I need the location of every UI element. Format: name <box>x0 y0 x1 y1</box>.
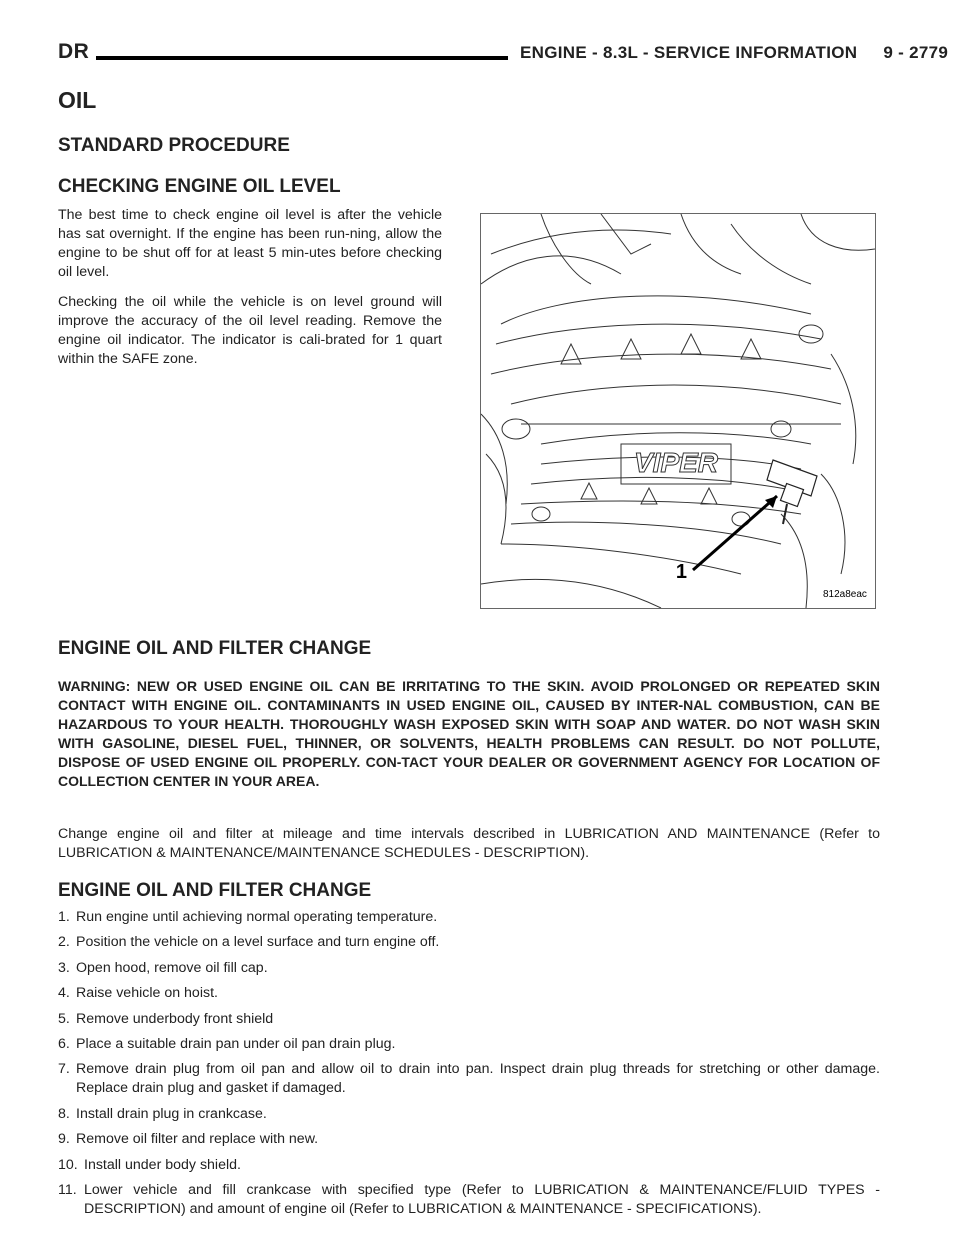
step-item: 5. Remove underbody front shield <box>58 1010 274 1027</box>
standard-procedure-heading: STANDARD PROCEDURE <box>58 135 290 156</box>
figure-code: 812a8eac <box>823 589 867 600</box>
step-item: 4. Raise vehicle on hoist. <box>58 985 218 1002</box>
step-item: 10. Install under body shield. <box>58 1156 241 1173</box>
header-rule <box>96 56 508 60</box>
step-item: 6. Place a suitable drain pan under oil pan drain plug. <box>58 1035 396 1052</box>
oil-indicator-handle <box>767 460 817 524</box>
procedure-steps <box>58 908 880 1225</box>
section-title: OIL <box>58 87 97 113</box>
engine-oil-indicator-figure <box>480 213 876 609</box>
header-model-code: DR <box>58 40 90 63</box>
header-title-block <box>520 43 948 63</box>
callout-leader <box>693 496 777 570</box>
engine-illustration <box>481 214 875 608</box>
step-item: 8. Install drain plug in crankcase. <box>58 1105 267 1122</box>
page-header <box>58 40 949 74</box>
change-intro-paragraph: Change engine oil and filter at mileage and time intervals described in LUBRICATION AND MAINTENANCE (Refer to LUBRICATION & MAINTENANCE/MAINTENANCE SCHEDULES - DESCRIPTION). <box>58 826 880 861</box>
step-item: 1. Run engine until achieving normal operating temperature. <box>58 909 438 925</box>
header-title: ENGINE - 8.3L - SERVICE INFORMATION <box>520 43 858 62</box>
checking-paragraph-2: Checking the oil while the vehicle is on level ground will improve the accuracy of the oil level reading. Remove the engine oil indicator. The indicator is cali-brated for 1 quart within the SAFE zone. <box>58 294 442 367</box>
header-page-number: 9 - 2779 <box>883 43 949 62</box>
warning-paragraph: WARNING: NEW OR USED ENGINE OIL CAN BE IRRITATING TO THE SKIN. AVOID PROLONGED OR REPEATED SKIN CONTACT WITH ENGINE OIL. CONTAMINANTS IN USED ENGINE OIL, CAUSED BY INTER-NAL COMBUSTION, CAN BE HAZARDOUS TO YOUR HEALTH. THOROUGHLY WASH EXPOSED SKIN WITH SOAP AND WATER. DO NOT WASH SKIN WITH GASOLINE, DIESEL FUEL, THINNER, OR SOLVENTS, HEALTH PROBLEMS CAN RESULT. DO NOT POLLUTE, DISPOSE OF USED ENGINE OIL PROPERLY. CON-TACT YOUR DEALER OR GOVERNMENT AGENCY FOR LOCATION OF COLLECTION CENTER IN YOUR AREA. <box>58 678 880 789</box>
viper-badge: VIPER <box>633 447 719 478</box>
callout-number: 1 <box>675 561 687 583</box>
checking-paragraph-1: The best time to check engine oil level is after the vehicle has sat overnight. If the engine has been run-ning, allow the engine to be shut off for at least 5 min-utes before checking oil level. <box>58 207 442 280</box>
step-item: 3. Open hood, remove oil fill cap. <box>58 959 268 976</box>
step-item: 11. Lower vehicle and fill crankcase with specified type (Refer to LUBRICATION & MAINTENANCE/FLUID TYPES - DESCRIPTION) and amount of engine oil (Refer to LUBRICATION & MAINTENANCE - SPECIFICATIONS). <box>58 1181 880 1217</box>
checking-oil-heading: CHECKING ENGINE OIL LEVEL <box>58 176 341 197</box>
procedure-heading: ENGINE OIL AND FILTER CHANGE <box>58 880 372 901</box>
step-item: 2. Position the vehicle on a level surface and turn engine off. <box>58 934 440 951</box>
step-item: 7. Remove drain plug from oil pan and allow oil to drain into pan. Inspect drain plug threads for stretching or other damage. Replace drain plug and gasket if damaged. <box>58 1061 880 1097</box>
step-item: 9. Remove oil filter and replace with new. <box>58 1131 319 1148</box>
filter-change-heading: ENGINE OIL AND FILTER CHANGE <box>58 638 372 659</box>
